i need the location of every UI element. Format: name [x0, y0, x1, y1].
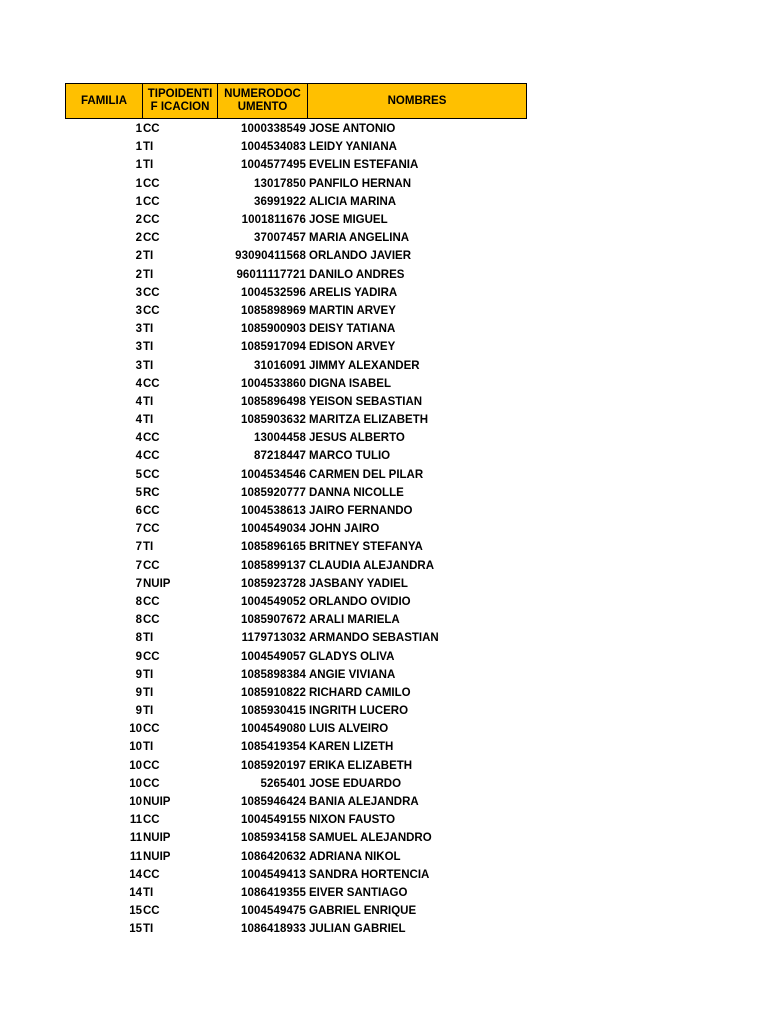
cell-nombres[interactable]: CARMEN DEL PILAR	[309, 468, 424, 481]
table-row	[65, 775, 527, 793]
cell-nombres[interactable]: RICHARD CAMILO	[309, 686, 411, 699]
table-row	[65, 811, 527, 829]
cell-tipo-identificacion[interactable]: TI	[143, 668, 154, 681]
cell-numero-documento[interactable]: 1004533860	[241, 377, 306, 390]
cell-numero-documento[interactable]: 1004549057	[241, 650, 306, 663]
cell-familia[interactable]: 7	[135, 559, 142, 572]
cell-numero-documento[interactable]: 1085930415	[241, 705, 306, 718]
cell-nombres[interactable]: ORLANDO JAVIER	[309, 250, 412, 263]
cell-nombres[interactable]: ALICIA MARINA	[309, 195, 397, 208]
cell-tipo-identificacion[interactable]: NUIP	[143, 796, 171, 809]
cell-familia[interactable]: 5	[135, 468, 142, 481]
cell-nombres[interactable]: INGRITH LUCERO	[309, 705, 409, 718]
table-row	[65, 156, 527, 174]
cell-nombres[interactable]: MARIA ANGELINA	[309, 232, 410, 245]
cell-familia[interactable]: 8	[135, 632, 142, 645]
table-row	[65, 757, 527, 775]
cell-nombres[interactable]: DANNA NICOLLE	[309, 486, 404, 499]
cell-familia[interactable]: 11	[129, 814, 142, 827]
table-row	[65, 320, 527, 338]
cell-familia[interactable]: 2	[135, 214, 142, 227]
table-row	[65, 720, 527, 738]
cell-familia[interactable]: 7	[135, 577, 142, 590]
cell-tipo-identificacion[interactable]: TI	[143, 395, 154, 408]
header-familia[interactable]	[66, 84, 143, 118]
cell-familia[interactable]: 4	[135, 414, 142, 427]
cell-tipo-identificacion[interactable]: CC	[143, 559, 160, 572]
header-nombres-label: NOMBRES	[387, 94, 447, 107]
cell-familia[interactable]: 3	[135, 341, 142, 354]
cell-numero-documento[interactable]: 1004549080	[241, 723, 306, 736]
cell-nombres[interactable]: ANGIE VIVIANA	[309, 668, 396, 681]
cell-nombres[interactable]: NIXON FAUSTO	[309, 814, 396, 827]
table-row	[65, 829, 527, 847]
cell-familia[interactable]: 3	[135, 359, 142, 372]
cell-familia[interactable]: 1	[135, 159, 142, 172]
cell-familia[interactable]: 14	[129, 886, 142, 899]
cell-tipo-identificacion[interactable]: CC	[143, 650, 160, 663]
cell-numero-documento[interactable]: 1085910822	[241, 686, 306, 699]
table-row	[65, 884, 527, 902]
cell-tipo-identificacion[interactable]: CC	[143, 232, 160, 245]
cell-numero-documento[interactable]: 1004549155	[241, 814, 306, 827]
cell-numero-documento[interactable]: 1085899137	[241, 559, 306, 572]
cell-tipo-identificacion[interactable]: TI	[143, 141, 154, 154]
cell-numero-documento[interactable]: 37007457	[254, 232, 306, 245]
cell-tipo-identificacion[interactable]: CC	[143, 723, 160, 736]
table-row	[65, 702, 527, 720]
table-row	[65, 738, 527, 756]
cell-familia[interactable]: 7	[135, 541, 142, 554]
cell-nombres[interactable]: JASBANY YADIEL	[309, 577, 408, 590]
cell-numero-documento[interactable]: 31016091	[254, 359, 306, 372]
cell-numero-documento[interactable]: 96011117721	[236, 268, 306, 281]
cell-nombres[interactable]: ARMANDO SEBASTIAN	[309, 632, 439, 645]
table-row	[65, 447, 527, 465]
cell-numero-documento[interactable]: 36991922	[254, 195, 306, 208]
cell-nombres[interactable]: SAMUEL ALEJANDRO	[309, 832, 432, 845]
cell-tipo-identificacion[interactable]: CC	[143, 432, 160, 445]
cell-nombres[interactable]: JESUS ALBERTO	[309, 432, 405, 445]
cell-numero-documento[interactable]: 1085900903	[241, 323, 306, 336]
cell-numero-documento[interactable]: 1004534546	[241, 468, 306, 481]
cell-numero-documento[interactable]: 1085419354	[241, 741, 306, 754]
cell-nombres[interactable]: JOSE EDUARDO	[309, 777, 402, 790]
table-row	[65, 120, 527, 138]
cell-tipo-identificacion[interactable]: TI	[143, 341, 154, 354]
cell-nombres[interactable]: MARITZA ELIZABETH	[309, 414, 429, 427]
cell-tipo-identificacion[interactable]: CC	[143, 505, 160, 518]
cell-nombres[interactable]: BANIA ALEJANDRA	[309, 796, 419, 809]
table-row	[65, 593, 527, 611]
cell-tipo-identificacion[interactable]: CC	[143, 377, 160, 390]
cell-tipo-identificacion[interactable]: CC	[143, 614, 160, 627]
cell-tipo-identificacion[interactable]: CC	[143, 286, 160, 299]
cell-nombres[interactable]: ADRIANA NIKOL	[309, 850, 401, 863]
table-row	[65, 666, 527, 684]
cell-nombres[interactable]: DANILO ANDRES	[309, 268, 405, 281]
header-nombres[interactable]	[308, 84, 526, 118]
cell-tipo-identificacion[interactable]: TI	[143, 159, 154, 172]
cell-nombres[interactable]: LEIDY YANIANA	[309, 141, 397, 154]
cell-numero-documento[interactable]: 1004549034	[241, 523, 306, 536]
cell-nombres[interactable]: GLADYS OLIVA	[309, 650, 395, 663]
cell-nombres[interactable]: JOHN JAIRO	[309, 523, 380, 536]
cell-nombres[interactable]: GABRIEL ENRIQUE	[309, 905, 417, 918]
table-row	[65, 393, 527, 411]
cell-familia[interactable]: 4	[135, 377, 142, 390]
cell-tipo-identificacion[interactable]: TI	[143, 741, 154, 754]
cell-tipo-identificacion[interactable]: CC	[143, 868, 160, 881]
table-row	[65, 484, 527, 502]
cell-tipo-identificacion[interactable]: CC	[143, 777, 160, 790]
table-row	[65, 138, 527, 156]
cell-tipo-identificacion[interactable]: CC	[143, 123, 160, 136]
cell-nombres[interactable]: DEISY TATIANA	[309, 323, 396, 336]
cell-familia[interactable]: 1	[135, 195, 142, 208]
table-row	[65, 920, 527, 938]
cell-familia[interactable]: 10	[129, 796, 142, 809]
table-row	[65, 193, 527, 211]
cell-tipo-identificacion[interactable]: NUIP	[143, 832, 171, 845]
table-row	[65, 356, 527, 374]
cell-numero-documento[interactable]: 1004549052	[241, 595, 306, 608]
cell-numero-documento[interactable]: 1085898384	[241, 668, 306, 681]
table-row	[65, 211, 527, 229]
cell-nombres[interactable]: JULIAN GABRIEL	[309, 923, 406, 936]
table-row	[65, 266, 527, 284]
cell-nombres[interactable]: LUIS ALVEIRO	[309, 723, 389, 736]
cell-familia[interactable]: 7	[135, 523, 142, 536]
table-row	[65, 302, 527, 320]
table-row	[65, 411, 527, 429]
cell-numero-documento[interactable]: 1086420632	[241, 850, 306, 863]
cell-familia[interactable]: 4	[135, 395, 142, 408]
cell-familia[interactable]: 1	[135, 141, 142, 154]
cell-numero-documento[interactable]: 93090411568	[235, 250, 306, 263]
cell-nombres[interactable]: JOSE MIGUEL	[309, 214, 388, 227]
header-numero-label: NUMERODOC UMENTO	[224, 88, 301, 113]
table-row	[65, 902, 527, 920]
cell-familia[interactable]: 1	[135, 177, 142, 190]
cell-numero-documento[interactable]: 1179713032	[241, 632, 306, 645]
cell-numero-documento[interactable]: 1085917094	[241, 341, 306, 354]
table-row	[65, 575, 527, 593]
cell-familia[interactable]: 3	[135, 286, 142, 299]
table-row	[65, 502, 527, 520]
header-numero-documento[interactable]	[218, 84, 308, 118]
cell-nombres[interactable]: YEISON SEBASTIAN	[309, 395, 423, 408]
cell-nombres[interactable]: ERIKA ELIZABETH	[309, 759, 413, 772]
cell-familia[interactable]: 3	[135, 304, 142, 317]
cell-familia[interactable]: 14	[129, 868, 142, 881]
cell-tipo-identificacion[interactable]: TI	[143, 541, 154, 554]
cell-nombres[interactable]: JOSE ANTONIO	[309, 123, 396, 136]
cell-numero-documento[interactable]: 1085907672	[241, 614, 306, 627]
cell-numero-documento[interactable]: 1000338549	[241, 123, 306, 136]
cell-tipo-identificacion[interactable]: CC	[143, 195, 160, 208]
table-row	[65, 629, 527, 647]
cell-familia[interactable]: 15	[129, 923, 142, 936]
cell-numero-documento[interactable]: 87218447	[254, 450, 306, 463]
cell-tipo-identificacion[interactable]: TI	[143, 705, 154, 718]
table-row	[65, 647, 527, 665]
cell-tipo-identificacion[interactable]: CC	[143, 450, 160, 463]
cell-familia[interactable]: 10	[129, 777, 142, 790]
cell-familia[interactable]: 10	[129, 759, 142, 772]
cell-numero-documento[interactable]: 1004538613	[241, 505, 306, 518]
cell-numero-documento[interactable]: 1085923728	[241, 577, 306, 590]
cell-numero-documento[interactable]: 5265401	[260, 777, 306, 790]
cell-tipo-identificacion[interactable]: TI	[143, 886, 154, 899]
cell-numero-documento[interactable]: 1085903632	[241, 414, 306, 427]
cell-familia[interactable]: 9	[135, 668, 142, 681]
cell-familia[interactable]: 5	[135, 486, 142, 499]
cell-familia[interactable]: 10	[129, 723, 142, 736]
cell-nombres[interactable]: KAREN LIZETH	[309, 741, 394, 754]
cell-numero-documento[interactable]: 1001811676	[241, 214, 306, 227]
table-row	[65, 793, 527, 811]
cell-numero-documento[interactable]: 1004577495	[241, 159, 306, 172]
cell-numero-documento[interactable]: 1004534083	[241, 141, 306, 154]
cell-numero-documento[interactable]: 1004549475	[241, 905, 306, 918]
cell-familia[interactable]: 3	[135, 323, 142, 336]
cell-tipo-identificacion[interactable]: TI	[143, 414, 154, 427]
cell-nombres[interactable]: JIMMY ALEXANDER	[309, 359, 420, 372]
cell-familia[interactable]: 15	[129, 905, 142, 918]
table-row	[65, 848, 527, 866]
cell-tipo-identificacion[interactable]: TI	[143, 359, 154, 372]
spreadsheet-table	[65, 83, 527, 938]
cell-nombres[interactable]: DIGNA ISABEL	[309, 377, 391, 390]
table-row	[65, 866, 527, 884]
cell-nombres[interactable]: EIVER SANTIAGO	[309, 886, 408, 899]
cell-tipo-identificacion[interactable]: TI	[143, 268, 154, 281]
cell-familia[interactable]: 8	[135, 614, 142, 627]
cell-tipo-identificacion[interactable]: CC	[143, 304, 160, 317]
table-body	[65, 120, 527, 938]
table-row	[65, 175, 527, 193]
cell-tipo-identificacion[interactable]: TI	[143, 686, 154, 699]
cell-numero-documento[interactable]: 1004549413	[241, 868, 306, 881]
cell-familia[interactable]: 2	[135, 232, 142, 245]
cell-tipo-identificacion[interactable]: CC	[143, 177, 160, 190]
cell-familia[interactable]: 4	[135, 450, 142, 463]
cell-tipo-identificacion[interactable]: CC	[143, 595, 160, 608]
cell-nombres[interactable]: MARCO TULIO	[309, 450, 391, 463]
cell-numero-documento[interactable]: 1085920777	[241, 486, 306, 499]
cell-numero-documento[interactable]: 1085946424	[241, 796, 306, 809]
header-familia-label: FAMILIA	[81, 94, 127, 107]
cell-numero-documento[interactable]: 1086418933	[241, 923, 306, 936]
cell-numero-documento[interactable]: 1085920197	[241, 759, 306, 772]
cell-nombres[interactable]: EDISON ARVEY	[309, 341, 396, 354]
table-row	[65, 338, 527, 356]
table-row	[65, 375, 527, 393]
header-tipo-identificacion[interactable]	[143, 84, 218, 118]
cell-familia[interactable]: 9	[135, 686, 142, 699]
cell-nombres[interactable]: MARTIN ARVEY	[309, 304, 396, 317]
cell-familia[interactable]: 8	[135, 595, 142, 608]
cell-nombres[interactable]: EVELIN ESTEFANIA	[309, 159, 419, 172]
cell-tipo-identificacion[interactable]: CC	[143, 759, 160, 772]
cell-numero-documento[interactable]: 13017850	[254, 177, 306, 190]
table-row	[65, 538, 527, 556]
table-row	[65, 684, 527, 702]
table-row	[65, 611, 527, 629]
cell-tipo-identificacion[interactable]: CC	[143, 814, 160, 827]
header-tipo-label: TIPOIDENTIF ICACION	[147, 88, 213, 113]
table-header	[65, 83, 527, 119]
cell-tipo-identificacion[interactable]: TI	[143, 923, 154, 936]
cell-numero-documento[interactable]: 13004458	[254, 432, 306, 445]
cell-nombres[interactable]: CLAUDIA ALEJANDRA	[309, 559, 435, 572]
cell-familia[interactable]: 1	[135, 123, 142, 136]
cell-familia[interactable]: 11	[129, 850, 142, 863]
cell-familia[interactable]: 10	[129, 741, 142, 754]
cell-familia[interactable]: 11	[129, 832, 142, 845]
cell-familia[interactable]: 9	[135, 650, 142, 663]
cell-nombres[interactable]: ORLANDO OVIDIO	[309, 595, 411, 608]
cell-tipo-identificacion[interactable]: TI	[143, 632, 154, 645]
cell-familia[interactable]: 6	[135, 505, 142, 518]
cell-familia[interactable]: 4	[135, 432, 142, 445]
cell-tipo-identificacion[interactable]: CC	[143, 214, 160, 227]
cell-tipo-identificacion[interactable]: TI	[143, 323, 154, 336]
table-row	[65, 466, 527, 484]
cell-tipo-identificacion[interactable]: NUIP	[143, 577, 171, 590]
cell-tipo-identificacion[interactable]: TI	[143, 250, 154, 263]
cell-nombres[interactable]: PANFILO HERNAN	[309, 177, 412, 190]
cell-nombres[interactable]: ARALI MARIELA	[309, 614, 400, 627]
cell-numero-documento[interactable]: 1085896165	[241, 541, 306, 554]
cell-tipo-identificacion[interactable]: CC	[143, 905, 160, 918]
table-row	[65, 247, 527, 265]
cell-numero-documento[interactable]: 1004532596	[241, 286, 306, 299]
cell-nombres[interactable]: SANDRA HORTENCIA	[309, 868, 430, 881]
cell-tipo-identificacion[interactable]: CC	[143, 468, 160, 481]
cell-familia[interactable]: 9	[135, 705, 142, 718]
table-row	[65, 557, 527, 575]
cell-tipo-identificacion[interactable]: CC	[143, 523, 160, 536]
table-row	[65, 520, 527, 538]
table-row	[65, 284, 527, 302]
cell-numero-documento[interactable]: 1085896498	[241, 395, 306, 408]
cell-numero-documento[interactable]: 1085898969	[241, 304, 306, 317]
cell-nombres[interactable]: ARELIS YADIRA	[309, 286, 398, 299]
cell-nombres[interactable]: JAIRO FERNANDO	[309, 505, 413, 518]
cell-numero-documento[interactable]: 1085934158	[241, 832, 306, 845]
cell-tipo-identificacion[interactable]: NUIP	[143, 850, 171, 863]
cell-nombres[interactable]: BRITNEY STEFANYA	[309, 541, 423, 554]
table-row	[65, 429, 527, 447]
table-row	[65, 229, 527, 247]
cell-tipo-identificacion[interactable]: RC	[143, 486, 160, 499]
cell-familia[interactable]: 2	[135, 268, 142, 281]
cell-numero-documento[interactable]: 1086419355	[241, 886, 306, 899]
cell-familia[interactable]: 2	[135, 250, 142, 263]
